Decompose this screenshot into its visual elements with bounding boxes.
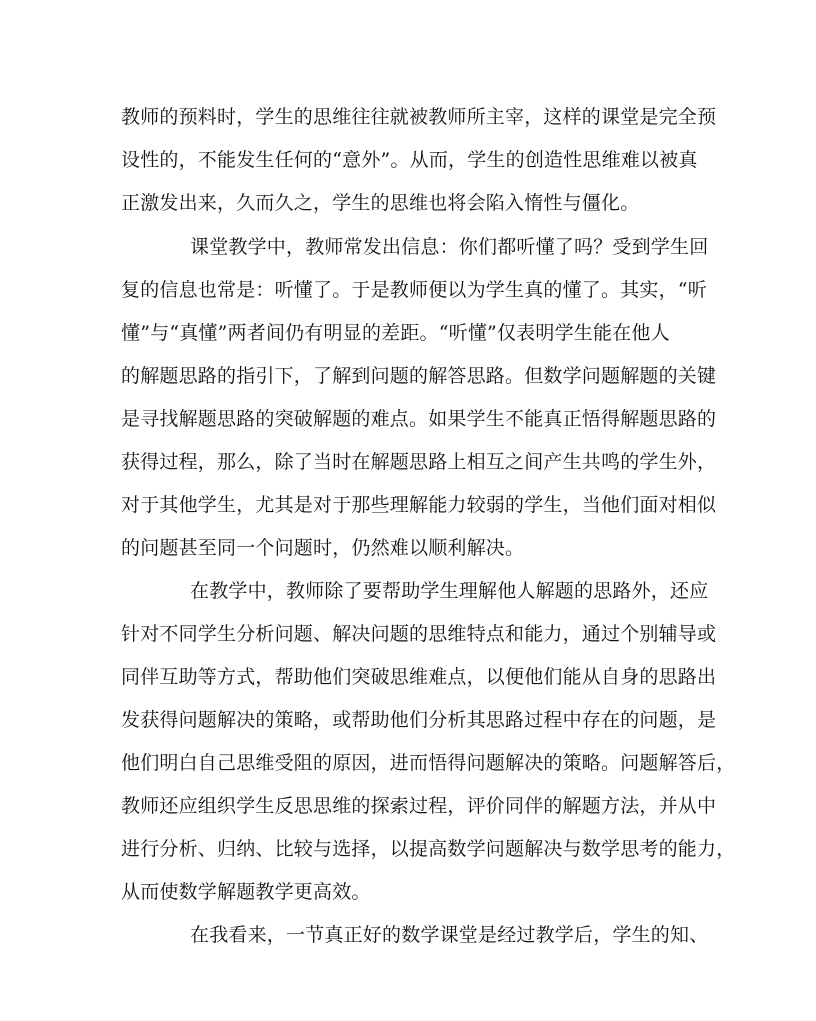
paragraph-2-line-4: 的解题思路的指引下，了解到问题的解答思路。但数学问题解题的关键 xyxy=(121,365,717,387)
paragraph-3-line-6: 教师还应组织学生反思思维的探索过程，评价同伴的解题方法，并从中 xyxy=(121,795,717,817)
paragraph-3-line-5: 他们明白自己思维受阻的原因，进而悟得问题解决的策略。问题解答后， xyxy=(121,752,736,774)
paragraph-2-line-5: 是寻找解题思路的突破解题的难点。如果学生不能真正悟得解题思路的 xyxy=(121,408,717,430)
paragraph-2-line-3: 懂”与“真懂”两者间仍有明显的差距。“听懂”仅表明学生能在他人 xyxy=(121,322,670,344)
paragraph-3-line-8: 从而使数学解题教学更高效。 xyxy=(121,881,371,903)
paragraph-4-line-1: 在我看来，一节真正好的数学课堂是经过教学后，学生的知、 xyxy=(190,924,709,946)
paragraph-1-line-1: 教师的预料时，学生的思维往往就被教师所主宰，这样的课堂是完全预 xyxy=(121,106,717,128)
paragraph-3-line-1: 在教学中，教师除了要帮助学生理解他人解题的思路外，还应 xyxy=(190,580,709,602)
paragraph-3-line-2: 针对不同学生分析问题、解决问题的思维特点和能力，通过个别辅导或 xyxy=(121,623,717,645)
paragraph-2-line-6: 获得过程，那么，除了当时在解题思路上相互之间产生共鸣的学生外， xyxy=(121,451,717,473)
paragraph-2-line-2: 复的信息也常是：听懂了。于是教师便以为学生真的懂了。其实，“听 xyxy=(121,279,707,301)
paragraph-3-line-3: 同伴互助等方式，帮助他们突破思维难点，以便他们能从自身的思路出 xyxy=(121,666,717,688)
paragraph-1-line-2: 设性的，不能发生任何的“意外”。从而，学生的创造性思维难以被真 xyxy=(121,149,698,171)
paragraph-3-line-4: 发获得问题解决的策略，或帮助他们分析其思路过程中存在的问题，是 xyxy=(121,709,717,731)
paragraph-1-line-3: 正激发出来，久而久之，学生的思维也将会陷入惰性与僵化。 xyxy=(121,192,640,214)
paragraph-2-line-8: 的问题甚至同一个问题时，仍然难以顺利解决。 xyxy=(121,537,525,559)
paragraph-2-line-1: 课堂教学中，教师常发出信息：你们都听懂了吗？受到学生回 xyxy=(190,236,709,258)
paragraph-2-line-7: 对于其他学生，尤其是对于那些理解能力较弱的学生，当他们面对相似 xyxy=(121,494,717,516)
paragraph-3-line-7: 进行分析、归纳、比较与选择，以提高数学问题解决与数学思考的能力， xyxy=(121,838,736,860)
